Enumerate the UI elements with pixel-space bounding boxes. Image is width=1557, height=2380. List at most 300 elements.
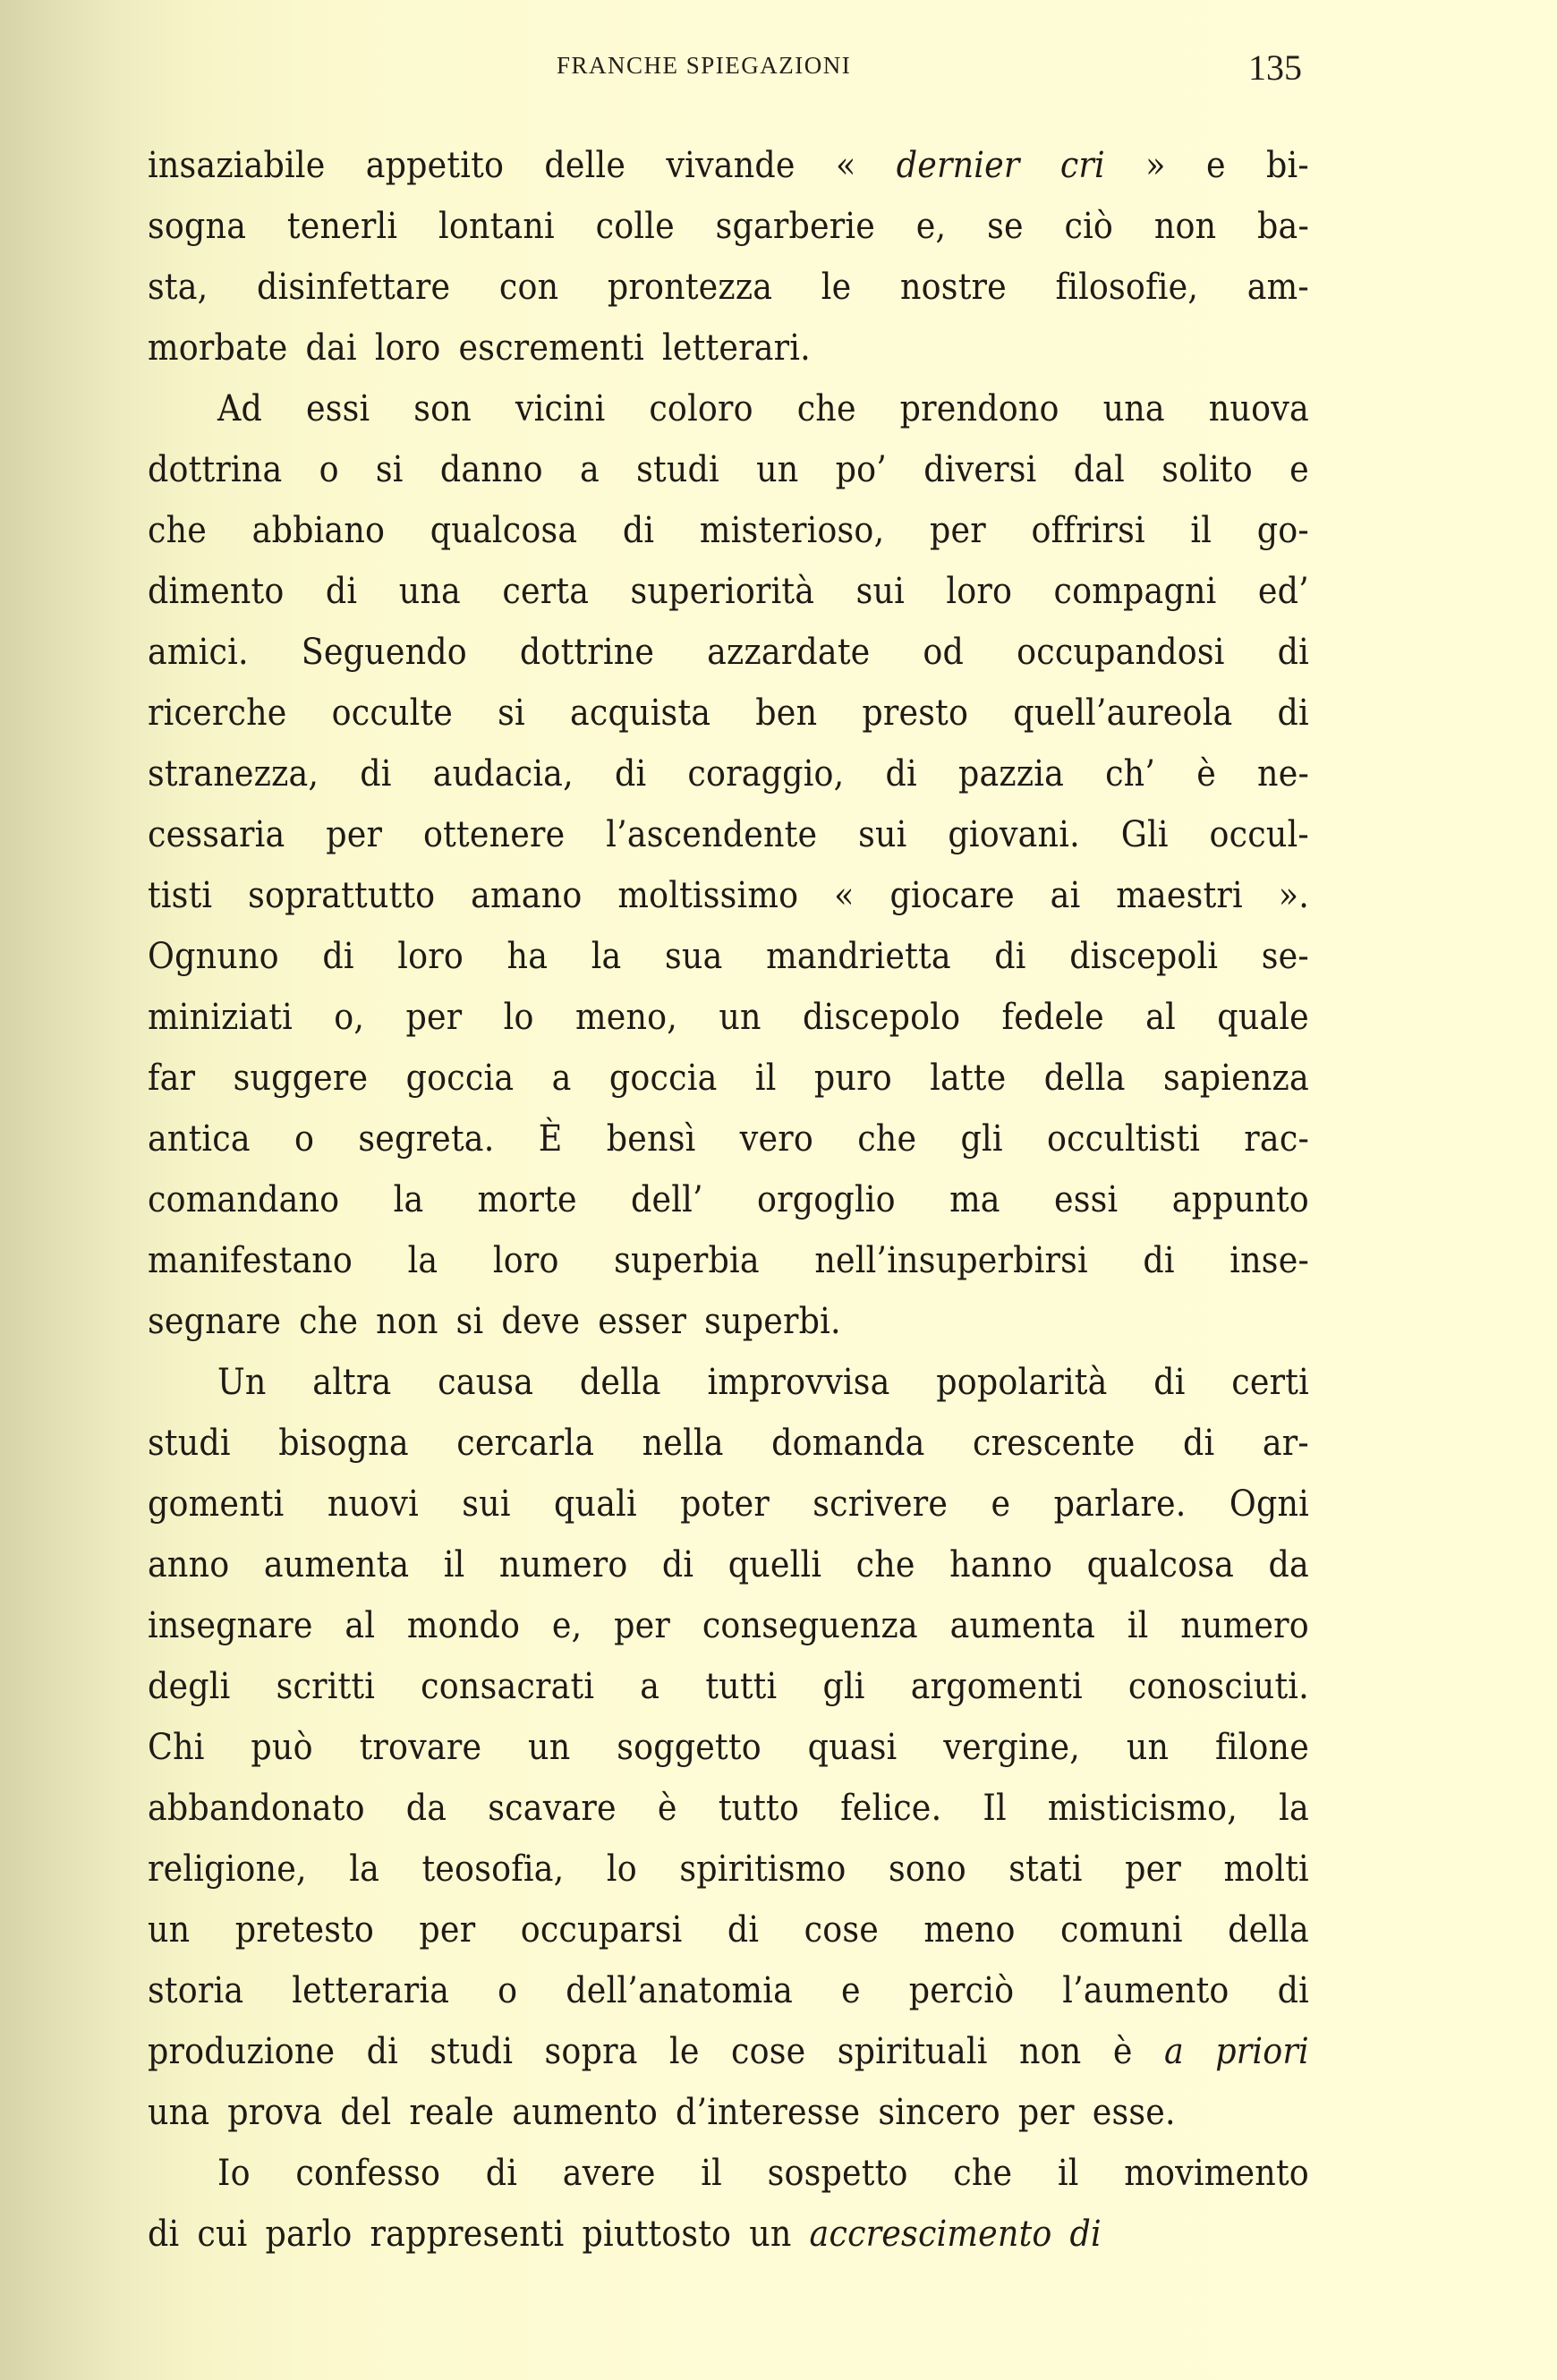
word: ne- xyxy=(1257,752,1309,795)
word: che xyxy=(796,387,856,429)
word: ba- xyxy=(1257,204,1309,247)
word: aumenta xyxy=(949,1603,1096,1646)
word: sui xyxy=(855,569,905,612)
word: giocare xyxy=(889,873,1015,916)
word: sui xyxy=(858,812,907,855)
text-line xyxy=(148,1412,1309,1473)
word: latte xyxy=(930,1056,1007,1099)
word: del xyxy=(340,2090,392,2133)
word: pretesto xyxy=(234,1908,375,1951)
word: audacia, xyxy=(432,752,574,795)
word: della xyxy=(1228,1908,1309,1951)
word: Ad xyxy=(217,387,263,429)
word: ciò xyxy=(1064,204,1114,247)
word: dal xyxy=(1073,447,1126,490)
word: dimento xyxy=(148,569,285,612)
word: acquista xyxy=(570,691,711,734)
word: anno xyxy=(148,1543,230,1585)
word: loro xyxy=(397,934,464,977)
word: coraggio, xyxy=(687,752,845,795)
word: od xyxy=(923,630,965,673)
text-line xyxy=(148,438,1309,499)
word: nella xyxy=(642,1421,724,1464)
word: meno xyxy=(923,1908,1016,1951)
word: azzardate xyxy=(707,630,871,673)
word: di xyxy=(622,508,655,551)
word: gli xyxy=(822,1664,865,1707)
text-line xyxy=(148,195,1309,256)
word: di xyxy=(366,2029,399,2072)
word: nell’insuperbirsi xyxy=(814,1238,1088,1281)
word: puro xyxy=(813,1056,892,1099)
word: tutti xyxy=(705,1664,778,1707)
word: segnare xyxy=(148,1299,282,1342)
word: superbia xyxy=(614,1238,760,1281)
word: colle xyxy=(595,204,675,247)
word: di xyxy=(1153,1360,1186,1403)
word: o xyxy=(319,447,339,490)
word: il xyxy=(701,2151,722,2194)
word: il xyxy=(1127,1603,1149,1646)
word: a xyxy=(579,447,600,490)
word: solito xyxy=(1161,447,1253,490)
italic-word: cri xyxy=(1059,143,1105,186)
word: cessaria xyxy=(148,812,285,855)
text-line xyxy=(148,1473,1309,1534)
word: l’aumento xyxy=(1062,1968,1229,2011)
text-line xyxy=(148,925,1309,986)
text-line xyxy=(148,1838,1309,1899)
word: al xyxy=(345,1603,376,1646)
word: di xyxy=(661,1543,694,1585)
word: da xyxy=(405,1786,447,1829)
word: occul- xyxy=(1209,812,1309,855)
word: dottrina xyxy=(148,447,283,490)
word: l’ascendente xyxy=(606,812,818,855)
word: di xyxy=(1277,630,1309,673)
word: studi xyxy=(430,2029,514,2072)
paragraph xyxy=(148,134,1309,378)
word: sogna xyxy=(148,204,247,247)
word: un xyxy=(1126,1725,1170,1768)
word: abbiano xyxy=(251,508,386,551)
word: morbate xyxy=(148,326,288,369)
word: appetito xyxy=(365,143,505,186)
word: per xyxy=(929,508,986,551)
word: lontani xyxy=(438,204,555,247)
word: che xyxy=(148,508,208,551)
word: filosofie, xyxy=(1055,265,1199,308)
word: parlo xyxy=(265,2212,353,2255)
word: morte xyxy=(477,1177,577,1220)
word: prontezza xyxy=(607,265,773,308)
word: Io xyxy=(217,2151,251,2194)
word: di xyxy=(727,1908,760,1951)
word: ma xyxy=(949,1177,1000,1220)
text-line xyxy=(148,743,1309,803)
word: vero xyxy=(739,1117,813,1160)
word: filone xyxy=(1215,1725,1309,1768)
italic-word: a xyxy=(1163,2029,1184,2072)
word: per xyxy=(405,995,463,1038)
word: produzione xyxy=(148,2029,336,2072)
word: miniziati xyxy=(148,995,293,1038)
text-line xyxy=(148,2081,1309,2142)
word: non xyxy=(376,1299,438,1342)
word: letterari. xyxy=(662,326,811,369)
word: di xyxy=(322,934,354,977)
text-line xyxy=(148,1959,1309,2020)
word: hanno xyxy=(949,1543,1053,1585)
word: è xyxy=(1112,2029,1133,2072)
word: il xyxy=(443,1543,465,1585)
word: popolarità xyxy=(936,1360,1108,1403)
word: scavare xyxy=(488,1786,617,1829)
word: deve xyxy=(501,1299,581,1342)
word: rappresenti xyxy=(370,2212,565,2255)
word: ar- xyxy=(1262,1421,1309,1464)
word: gli xyxy=(960,1117,1003,1160)
word: ch’ xyxy=(1105,752,1156,795)
word: Seguendo xyxy=(301,630,467,673)
word: lo xyxy=(606,1847,637,1890)
word: amano xyxy=(471,873,583,916)
word: insaziabile xyxy=(148,143,326,186)
word: Ognuno xyxy=(148,934,279,977)
word: e xyxy=(841,1968,861,2011)
word: antica xyxy=(148,1117,251,1160)
word: di xyxy=(148,2212,180,2255)
word: perciò xyxy=(908,1968,1015,2011)
word: di xyxy=(360,752,392,795)
word: superiorità xyxy=(630,569,815,612)
italic-word: accrescimento xyxy=(809,2212,1052,2255)
word: cercarla xyxy=(456,1421,595,1464)
word: di xyxy=(1183,1421,1215,1464)
page-number: 135 xyxy=(1248,47,1302,88)
word: giovani. xyxy=(948,812,1080,855)
paragraph xyxy=(148,1351,1309,2142)
word: misticismo, xyxy=(1047,1786,1238,1829)
text-line xyxy=(148,986,1309,1047)
word: manifestano xyxy=(148,1238,353,1281)
word: da xyxy=(1268,1543,1309,1585)
word: bensì xyxy=(606,1117,696,1160)
word: è xyxy=(657,1786,677,1829)
word: una xyxy=(148,2090,210,2133)
word: mondo xyxy=(406,1603,521,1646)
word: spirituali xyxy=(837,2029,988,2072)
word: d’interesse xyxy=(676,2090,861,2133)
text-line xyxy=(148,803,1309,864)
paragraph xyxy=(148,378,1309,1351)
word: può xyxy=(251,1725,313,1768)
word: offrirsi xyxy=(1031,508,1145,551)
word: movimento xyxy=(1124,2151,1309,2194)
text-line xyxy=(148,864,1309,925)
word: cose xyxy=(730,2029,806,2072)
word: ed’ xyxy=(1257,569,1309,612)
word: maestri xyxy=(1116,873,1243,916)
word: di xyxy=(485,2151,518,2194)
word: tenerli xyxy=(286,204,398,247)
word: è xyxy=(1196,752,1216,795)
word: felice. xyxy=(840,1786,942,1829)
word: di xyxy=(325,569,358,612)
word: tutto xyxy=(718,1786,799,1829)
word: le xyxy=(821,265,852,308)
word: teosofia, xyxy=(421,1847,565,1890)
word: rac- xyxy=(1244,1117,1309,1160)
text-line xyxy=(148,560,1309,621)
word: a xyxy=(551,1056,572,1099)
word: sua xyxy=(665,934,723,977)
word: « xyxy=(835,143,856,186)
word: non xyxy=(1153,204,1217,247)
word: studi xyxy=(148,1421,231,1464)
text-line xyxy=(148,1108,1309,1169)
word: stranezza, xyxy=(148,752,319,795)
word: vivande xyxy=(666,143,796,186)
word: una xyxy=(398,569,461,612)
word: reale xyxy=(409,2090,495,2133)
word: che xyxy=(953,2151,1013,2194)
word: per xyxy=(1017,2090,1075,2133)
word: la xyxy=(349,1847,379,1890)
italic-word: dernier xyxy=(896,143,1020,186)
word: ». xyxy=(1278,873,1309,916)
word: degli xyxy=(148,1664,231,1707)
word: che xyxy=(855,1543,915,1585)
word: sospetto xyxy=(767,2151,908,2194)
text-line xyxy=(148,1047,1309,1108)
word: dai xyxy=(305,326,357,369)
word: numero xyxy=(1180,1603,1309,1646)
italic-word: priori xyxy=(1215,2029,1309,2072)
word: compagni xyxy=(1053,569,1217,612)
word: diversi xyxy=(923,447,1037,490)
word: si xyxy=(455,1299,484,1342)
word: soggetto xyxy=(617,1725,761,1768)
word: stati xyxy=(1008,1847,1083,1890)
word: di xyxy=(994,934,1026,977)
text-line xyxy=(148,1169,1309,1229)
word: Il xyxy=(983,1786,1007,1829)
word: occupandosi xyxy=(1017,630,1225,673)
word: di xyxy=(1277,1968,1309,2011)
word: qualcosa xyxy=(430,508,578,551)
word: prendono xyxy=(899,387,1059,429)
word: argomenti xyxy=(910,1664,1083,1707)
word: aumenta xyxy=(263,1543,410,1585)
body-text xyxy=(148,134,1309,2264)
word: parlare. xyxy=(1053,1482,1187,1525)
word: si xyxy=(375,447,404,490)
text-line xyxy=(148,682,1309,743)
word: suggere xyxy=(233,1056,369,1099)
word: che xyxy=(857,1117,917,1160)
word: sta, xyxy=(148,265,208,308)
word: molti xyxy=(1223,1847,1309,1890)
word: al xyxy=(1145,995,1176,1038)
word: scritti xyxy=(276,1664,376,1707)
word: la xyxy=(591,934,622,977)
word: un xyxy=(749,2212,792,2255)
word: avere xyxy=(562,2151,656,2194)
word: sopra xyxy=(544,2029,638,2072)
word: escrementi xyxy=(458,326,645,369)
word: far xyxy=(148,1056,196,1099)
text-line xyxy=(148,134,1309,195)
word: la xyxy=(1279,1786,1309,1829)
word: comuni xyxy=(1060,1908,1183,1951)
word: storia xyxy=(148,1968,244,2011)
word: di xyxy=(885,752,917,795)
word: Gli xyxy=(1120,812,1169,855)
word: essi xyxy=(1054,1177,1119,1220)
word: conseguenza xyxy=(702,1603,918,1646)
text-line xyxy=(148,1777,1309,1838)
word: di xyxy=(1143,1238,1175,1281)
word: ottenere xyxy=(423,812,566,855)
word: per xyxy=(1125,1847,1181,1890)
text-line xyxy=(148,1594,1309,1655)
word: la xyxy=(407,1238,438,1281)
text-line xyxy=(148,1351,1309,1412)
word: Chi xyxy=(148,1725,205,1768)
word: fedele xyxy=(1001,995,1104,1038)
word: sui xyxy=(462,1482,511,1525)
word: segreta. xyxy=(358,1117,495,1160)
word: e xyxy=(1205,143,1226,186)
text-line xyxy=(148,1534,1309,1594)
word: spiritismo xyxy=(679,1847,847,1890)
word: dell’anatomia xyxy=(566,1968,794,2011)
word: certi xyxy=(1231,1360,1309,1403)
word: piuttosto xyxy=(582,2212,732,2255)
word: quasi xyxy=(807,1725,898,1768)
word: » xyxy=(1145,143,1166,186)
word: e, xyxy=(915,204,947,247)
word: qualcosa xyxy=(1086,1543,1235,1585)
word: conosciuti. xyxy=(1127,1664,1309,1707)
word: ricerche xyxy=(148,691,287,734)
word: ai xyxy=(1050,873,1081,916)
text-line xyxy=(148,2203,1309,2264)
word: moltissimo xyxy=(617,873,799,916)
word: crescente xyxy=(973,1421,1136,1464)
word: sgarberie xyxy=(715,204,876,247)
word: abbandonato xyxy=(148,1786,365,1829)
word: che xyxy=(299,1299,359,1342)
paragraph xyxy=(148,2142,1309,2264)
word: essi xyxy=(305,387,370,429)
word: orgoglio xyxy=(757,1177,896,1220)
word: am- xyxy=(1246,265,1309,308)
word: o xyxy=(294,1117,315,1160)
word: tisti xyxy=(148,873,213,916)
word: dell’ xyxy=(631,1177,703,1220)
word: poter xyxy=(680,1482,770,1525)
word: danno xyxy=(439,447,543,490)
word: della xyxy=(579,1360,661,1403)
text-line xyxy=(148,1899,1309,1959)
word: consacrati xyxy=(421,1664,595,1707)
word: occultisti xyxy=(1046,1117,1201,1160)
word: nostre xyxy=(900,265,1007,308)
word: nuovi xyxy=(327,1482,419,1525)
word: ha xyxy=(506,934,549,977)
word: comandano xyxy=(148,1177,340,1220)
word: numero xyxy=(498,1543,628,1585)
word: non xyxy=(1018,2029,1082,2072)
word: letteraria xyxy=(292,1968,450,2011)
word: vergine, xyxy=(943,1725,1081,1768)
word: con xyxy=(498,265,559,308)
word: appunto xyxy=(1171,1177,1309,1220)
word: confesso xyxy=(295,2151,441,2194)
word: goccia xyxy=(608,1056,718,1099)
word: di xyxy=(614,752,647,795)
word: il xyxy=(1057,2151,1079,2194)
word: ben xyxy=(755,691,818,734)
word: quali xyxy=(554,1482,637,1525)
word: po’ xyxy=(835,447,888,490)
word: discepoli xyxy=(1069,934,1219,977)
word: un xyxy=(148,1908,191,1951)
word: una xyxy=(1102,387,1165,429)
word: e xyxy=(1289,447,1309,490)
word: sincero xyxy=(878,2090,1000,2133)
word: le xyxy=(669,2029,700,2072)
word: un xyxy=(719,995,761,1038)
word: loro xyxy=(374,326,441,369)
word: il xyxy=(1190,508,1212,551)
word: occulte xyxy=(331,691,454,734)
running-title: FRANCHE SPIEGAZIONI xyxy=(557,52,852,79)
word: pazzia xyxy=(957,752,1064,795)
word: un xyxy=(756,447,799,490)
word: domanda xyxy=(771,1421,925,1464)
word: mandrietta xyxy=(766,934,951,977)
text-line xyxy=(148,256,1309,317)
word: religione, xyxy=(148,1847,307,1890)
text-line xyxy=(148,499,1309,560)
italic-word: di xyxy=(1069,2212,1102,2255)
word: insegnare xyxy=(148,1603,313,1646)
word: prova xyxy=(227,2090,323,2133)
word: per xyxy=(326,812,383,855)
word: e, xyxy=(551,1603,583,1646)
word: o, xyxy=(334,995,365,1038)
word: son xyxy=(413,387,472,429)
word: È xyxy=(538,1117,563,1160)
text-line xyxy=(148,621,1309,682)
word: presto xyxy=(862,691,969,734)
word: improvvisa xyxy=(707,1360,890,1403)
word: goccia xyxy=(405,1056,515,1099)
word: loro xyxy=(946,569,1013,612)
word: si xyxy=(498,691,525,734)
word: superbi. xyxy=(704,1299,841,1342)
word: Ogni xyxy=(1229,1482,1309,1525)
word: sapienza xyxy=(1162,1056,1309,1099)
word: se xyxy=(987,204,1024,247)
word: della xyxy=(1043,1056,1126,1099)
word: quell’aureola xyxy=(1013,691,1233,734)
word: delle xyxy=(544,143,626,186)
word: bisogna xyxy=(278,1421,409,1464)
